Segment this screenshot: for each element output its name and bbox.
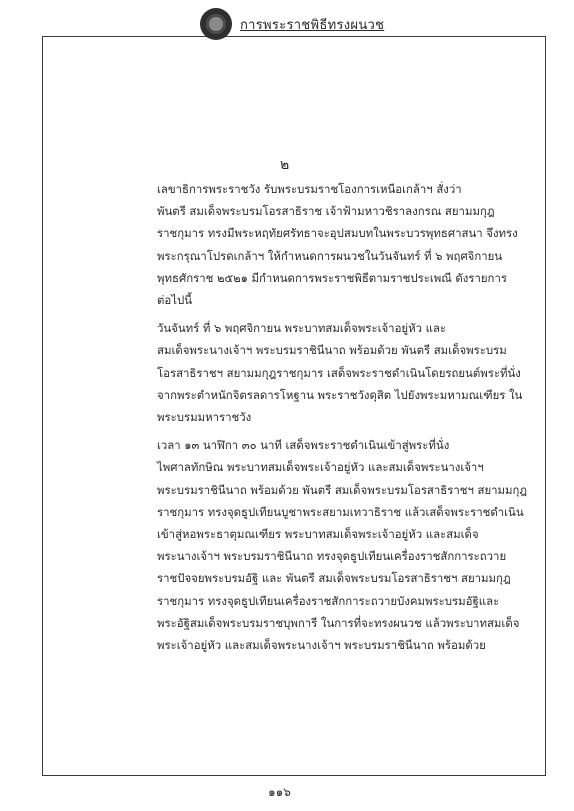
text-line: ไพศาลทักษิณ พระบาทสมเด็จพระเจ้าอยู่หัว และสมเด็จพระนางเจ้าฯ bbox=[157, 460, 484, 475]
text-line: ราชกุมาร ทรงจุดธูปเทียนเครื่องราชสักการะถวายบังคมพระบรมอัฐิและ bbox=[157, 593, 500, 608]
document-header bbox=[200, 6, 384, 42]
text-line: จากพระตำหนักจิตรลดารโหฐาน พระราชวังดุสิต ไปยังพระมหามณเฑียร ใน bbox=[157, 387, 523, 402]
text-line: พันตรี สมเด็จพระบรมโอรสาธิราช เจ้าฟ้ามหาวชิราลงกรณ สยามมกุฎ bbox=[157, 204, 495, 219]
text-line: พระนางเจ้าฯ พระบรมราชินีนาถ ทรงจุดธูปเทียนเครื่องราชสักการะถวาย bbox=[157, 549, 507, 564]
text-line: ต่อไปนี้ bbox=[157, 293, 192, 308]
paragraph-2 bbox=[125, 317, 523, 428]
text-line: ราชกุมาร ทรงจุดธูปเทียนบูชาพระสยามเทวาธิราช แล้วเสด็จพระราชดำเนิน bbox=[157, 504, 524, 519]
paragraph-1 bbox=[125, 178, 518, 311]
royal-seal-icon bbox=[200, 8, 232, 40]
text-line: พระเจ้าอยู่หัว และสมเด็จพระนางเจ้าฯ พระบรมราชินีนาถ พร้อมด้วย bbox=[157, 638, 486, 653]
text-line: โอรสาธิราชฯ สยามมกุฎราชกุมาร เสด็จพระราชดำเนินโดยรถยนต์พระที่นั่ง bbox=[157, 365, 521, 380]
text-line: ราชปัจจยพระบรมอัฐิ และ พันตรี สมเด็จพระบรมโอรสาธิราชฯ สยามมกุฎ bbox=[157, 571, 511, 586]
paragraph-3 bbox=[125, 434, 528, 656]
header-title: การพระราชพิธีทรงผนวช bbox=[240, 17, 385, 33]
text-line: เลขาธิการพระราชวัง รับพระบรมราชโองการเหนือเกล้าฯ สั่งว่า bbox=[157, 182, 462, 196]
text-line: พระกรุณาโปรดเกล้าฯ ให้กำหนดการผนวชในวันจันทร์ ที่ ๖ พฤศจิกายน bbox=[157, 248, 503, 263]
document-body bbox=[125, 178, 528, 662]
page-mark: ๒ bbox=[280, 157, 290, 173]
text-line: พุทธศักราช ๒๕๒๑ มีกำหนดการพระราชพิธีตามราชประเพณี ดังรายการ bbox=[157, 270, 507, 285]
text-line: สมเด็จพระนางเจ้าฯ พระบรมราชินีนาถ พร้อมด้วย พันตรี สมเด็จพระบรม bbox=[157, 343, 507, 358]
text-line: พระบรมมหาราชวัง bbox=[157, 410, 252, 425]
text-line: พระบรมราชินีนาถ พร้อมด้วย พันตรี สมเด็จพระบรมโอรสาธิราชฯ สยามมกุฎ bbox=[157, 482, 528, 497]
page-number: ๑๑๖ bbox=[268, 785, 291, 799]
text-line: เวลา ๑๓ นาฬิกา ๓๐ นาที เสด็จพระราชดำเนินเข้าสู่พระที่นั่ง bbox=[157, 438, 450, 453]
text-line: เข้าสู่หอพระธาตุมณเฑียร พระบาทสมเด็จพระเจ้าอยู่หัว และสมเด็จ bbox=[157, 527, 479, 542]
text-line: พระอัฐิสมเด็จพระบรมราชบุพการี ในการที่จะทรงผนวช แล้วพระบาทสมเด็จ bbox=[157, 615, 520, 630]
text-line: ราชกุมาร ทรงมีพระหฤทัยศรัทธาจะอุปสมบทในพระบวรพุทธศาสนา จึงทรง bbox=[157, 226, 518, 241]
text-line: วันจันทร์ ที่ ๖ พฤศจิกายน พระบาทสมเด็จพระเจ้าอยู่หัว และ bbox=[157, 321, 447, 336]
